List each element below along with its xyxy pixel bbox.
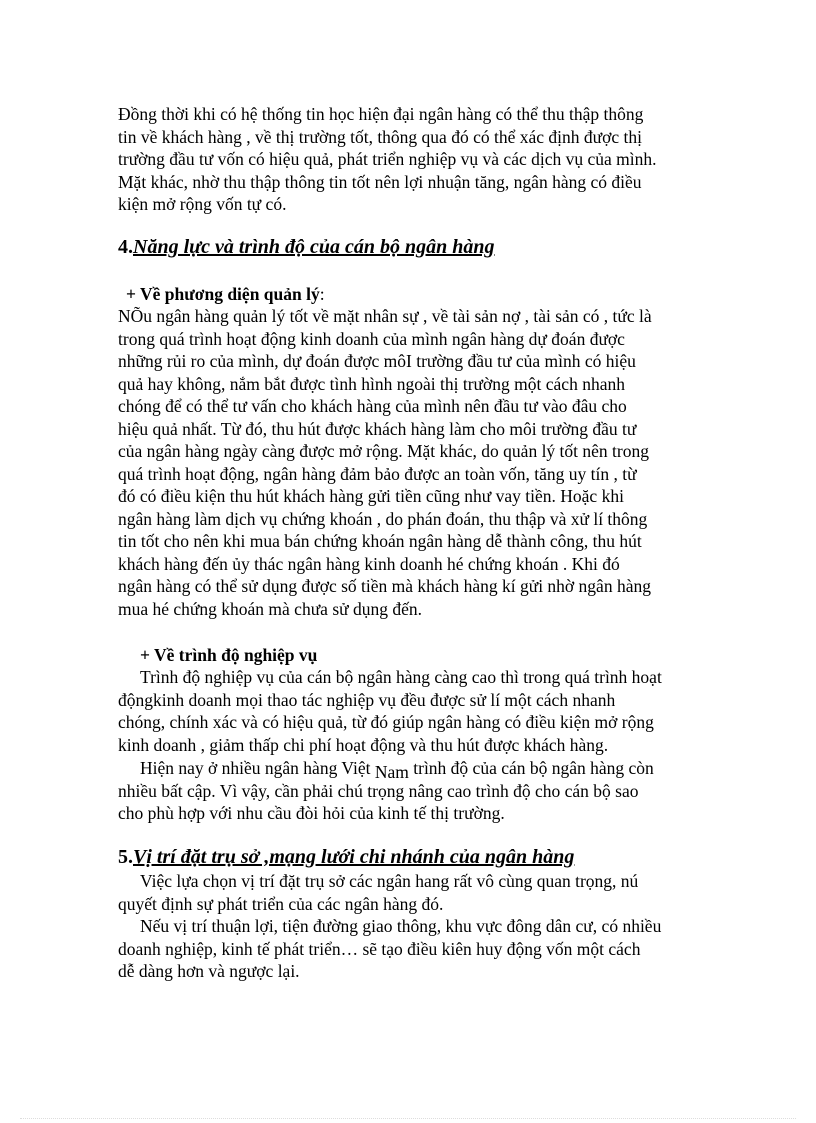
subheading-label: + Về trình độ nghiệp vụ	[140, 645, 318, 665]
text-line: trong quá trình hoạt động kinh doanh của mình ngân hàng dự đoán được	[118, 328, 625, 349]
text-line: trường đầu tư vốn có hiệu quả, phát triển nghiệp vụ và các dịch vụ của mình.	[118, 149, 657, 169]
text-line: quả hay không, nắm bắt được tình hình ngoài thị trường một cách nhanh	[118, 373, 625, 394]
text-line: đó có điều kiện thu hút khách hàng gửi tiền cũng như vay tiền. Hoặc khi	[118, 486, 624, 506]
heading-title: Vị trí đặt trụ sở ,mạng lưới chi nhánh của ngân hàng	[133, 846, 575, 868]
subheading-management	[126, 284, 325, 305]
text-line: Mặt khác, nhờ thu thập thông tin tốt nên lợi nhuận tăng, ngân hàng có điều	[118, 171, 642, 192]
text-line: cho phù hợp với nhu cầu đòi hỏi của kinh tế thị trường.	[118, 803, 505, 823]
text-line: dễ dàng hơn và ngược lại.	[118, 961, 300, 981]
text-line: Nếu vị trí thuận lợi, tiện đường giao thông, khu vực đông dân cư, có nhiều	[140, 916, 662, 936]
heading-number: 5.	[118, 846, 133, 868]
heading-number: 4.	[118, 236, 133, 258]
text-line: của ngân hàng ngày càng được mở rộng. Mặt khác, do quản lý tốt nên trong	[118, 441, 649, 461]
text-line: chóng, chính xác và có hiệu quả, từ đó giúp ngân hàng có điều kiện mở rộng	[118, 712, 654, 732]
text-line	[118, 757, 703, 780]
paragraph-vietnam-status	[118, 757, 703, 825]
text-line: quyết định sự phát triển của các ngân hàng đó.	[118, 893, 444, 914]
text-line: tin tốt cho nên khi mua bán chứng khoán ngân hàng dễ thành công, thu hút	[118, 531, 642, 551]
text-line: tin về khách hàng , về thị trường tốt, thông qua đó có thể xác định được thị	[118, 126, 642, 147]
subheading-expertise	[140, 645, 317, 666]
subheading-colon: :	[319, 284, 325, 304]
text-line: kinh doanh , giảm thấp chi phí hoạt động và thu hút được khách hàng.	[118, 734, 609, 755]
text-line: quá trình hoạt động, ngân hàng đảm bảo được an toàn vốn, tăng uy tín , từ	[118, 463, 637, 484]
text-fragment-nam: Nam	[374, 762, 409, 782]
paragraph-information-systems	[118, 103, 703, 216]
subheading-label: + Về phương diện quản lý	[126, 284, 320, 304]
section-heading-4	[118, 236, 495, 259]
paragraph-location-benefits	[118, 915, 703, 983]
text-line: doanh nghiệp, kinh tế phát triển… sẽ tạo điều kiên huy động vốn một cách	[118, 938, 641, 959]
text-line: khách hàng đến ủy thác ngân hàng kinh doanh hé chứng khoán . Khi đó	[118, 553, 620, 574]
text-line: Trình độ nghiệp vụ của cán bộ ngân hàng càng cao thì trong quá trình hoạt	[140, 667, 662, 687]
text-line: ngân hàng có thể sử dụng được số tiền mà khách hàng kí gửi nhờ ngân hàng	[118, 576, 651, 596]
text-line: độngkinh doanh mọi thao tác nghiệp vụ đều được sử lí một cách nhanh	[118, 689, 616, 710]
text-line: kiện mở rộng vốn tự có.	[118, 194, 287, 214]
text-fragment: Hiện nay ở nhiều ngân hàng Việt	[140, 758, 375, 778]
heading-title: Năng lực và trình độ của cán bộ ngân hàng	[133, 236, 495, 258]
section-heading-5	[118, 846, 574, 869]
text-line: nhiều bất cập. Vì vậy, cần phải chú trọng nâng cao trình độ cho cán bộ sao	[118, 780, 639, 801]
paragraph-location	[118, 870, 703, 915]
text-line: chóng để có thể tư vấn cho khách hàng của mình nên đầu tư vào đâu cho	[118, 396, 627, 416]
text-line: Việc lựa chọn vị trí đặt trụ sở các ngân hang rất vô cùng quan trọng, nú	[140, 871, 639, 891]
paragraph-management	[118, 305, 703, 620]
text-line: những rủi ro của mình, dự đoán được môI trường đầu tư của mình có hiệu	[118, 351, 636, 371]
text-line: mua hé chứng khoán mà chưa sử dụng đến.	[118, 598, 423, 619]
text-line: Đồng thời khi có hệ thống tin học hiện đại ngân hàng có thể thu thập thông	[118, 104, 644, 124]
text-line: ngân hàng làm dịch vụ chứng khoán , do phán đoán, thu thập và xử lí thông	[118, 508, 648, 529]
paragraph-expertise	[118, 666, 703, 756]
text-line: hiệu quả nhất. Từ đó, thu hút được khách hàng làm cho môi trường đầu tư	[118, 418, 637, 439]
text-line: NÕu ngân hàng quản lý tốt về mặt nhân sự , về tài sản nợ , tài sản có , tức là	[118, 306, 652, 326]
text-fragment: trình độ của cán bộ ngân hàng còn	[408, 758, 654, 778]
page-bottom-divider	[20, 1118, 796, 1119]
